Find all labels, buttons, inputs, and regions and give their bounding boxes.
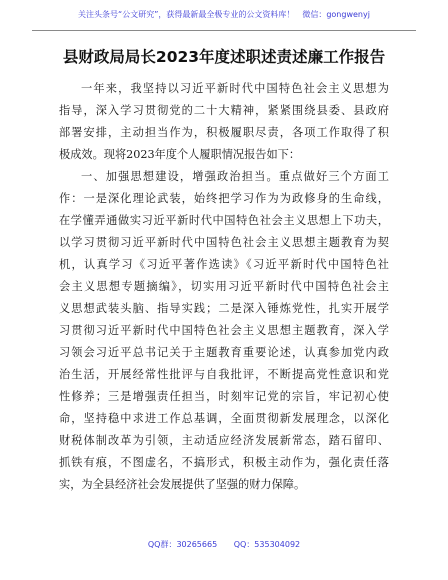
document-body [59, 78, 389, 496]
footer-qq-group: QQ群：30265665 [147, 540, 218, 549]
body-line: 作：一是深化理论武装，始终把学习作为为政修身的生命线， [59, 192, 389, 205]
body-line: 实，为全县经济社会发展提供了坚强的财力保障。 [59, 478, 306, 491]
body-line: 习领会习近平总书记关于主题教育重要论述，认真参加党内政 [59, 346, 389, 359]
body-line: 命，坚持稳中求进工作总基调，全面贯彻新发展理念，以深化 [59, 412, 389, 425]
body-line: 一年来，我坚持以习近平新时代中国特色社会主义思想为 [81, 82, 389, 95]
header-promo-note: 关注头条号“公文研究”，获得最新最全极专业的公文资料库！ 微信：gongwenyj [78, 10, 370, 19]
body-line: 性修养；三是增强责任担当，时刻牢记党的宗旨，牢记初心使 [59, 390, 389, 403]
body-line: 以学习贯彻习近平新时代中国特色社会主义思想主题教育为契 [59, 236, 389, 249]
body-line: 抓铁有痕，不图虚名，不搞形式，积极主动作为，强化责任落 [59, 456, 389, 469]
header-divider [32, 30, 416, 31]
body-line: 会主义思想专题摘编》，切实用习近平新时代中国特色社会主 [59, 280, 389, 293]
footer-qq: QQ：535304092 [233, 540, 301, 549]
body-line: 一、加强思想建设，增强政治担当。重点做好三个方面工 [81, 170, 389, 183]
body-line: 在学懂弄通做实习近平新时代中国特色社会主义思想上下功夫， [59, 214, 389, 227]
document-title: 县财政局局长2023年度述职述责述廉工作报告 [62, 48, 386, 66]
body-line: 极成效。现将2023年度个人履职情况报告如下： [59, 148, 301, 161]
body-line: 部署安排，主动担当作为，积极履职尽责，各项工作取得了积 [59, 126, 389, 139]
body-line: 习贯彻习近平新时代中国特色社会主义思想主题教育，深入学 [59, 324, 389, 337]
footer-contact [0, 539, 448, 550]
body-line: 指导，深入学习贯彻党的二十大精神，紧紧围绕县委、县政府 [59, 104, 389, 117]
body-line: 机，认真学习《习近平著作选读》《习近平新时代中国特色社 [59, 258, 389, 271]
body-line: 治生活，开展经常性批评与自我批评，不断提高党性意识和党 [59, 368, 389, 381]
body-line: 财税体制改革为引领，主动适应经济发展新常态，踏石留印、 [59, 434, 389, 447]
body-line: 义思想武装头脑、指导实践；二是深入锤炼党性，扎实开展学 [59, 302, 389, 315]
